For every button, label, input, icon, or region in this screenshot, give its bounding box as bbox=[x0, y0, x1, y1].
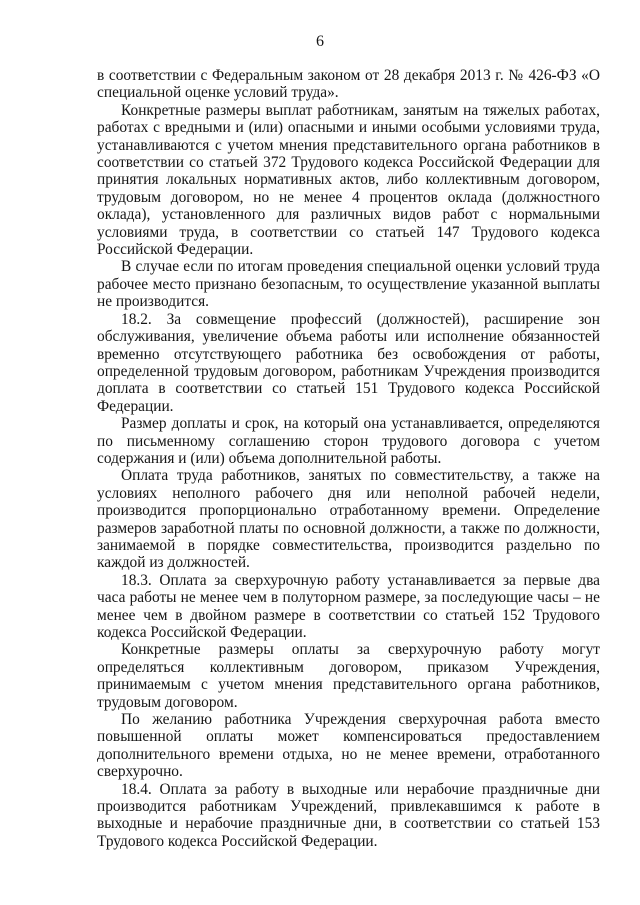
document-body bbox=[97, 67, 600, 850]
paragraph-overtime-amounts: Конкретные размеры оплаты за сверхурочную работу могут определяться коллективным договором, приказом Учреждения, принимаемым с учетом мнения представительного органа работников, трудовым договором. bbox=[97, 641, 600, 711]
paragraph-safe-workplace: В случае если по итогам проведения специальной оценки условий труда рабочее место признано безопасным, то осуществление указанной выплаты не производится. bbox=[97, 258, 600, 311]
paragraph-part-time-pay: Оплата труда работников, занятых по совместительству, а также на условиях неполного рабочего дня или неполной рабочей недели, производится пропорционально отработанному времени. Определение размеров заработной платы по основной должности, а также по должности, занимаемой в порядке совместительства, производится раздельно по каждой из должностей. bbox=[97, 467, 600, 572]
paragraph-continuation: в соответствии с Федеральным законом от 28 декабря 2013 г. № 426-ФЗ «О специальной оценке условий труда». bbox=[97, 67, 600, 102]
paragraph-specific-payments: Конкретные размеры выплат работникам, занятым на тяжелых работах, работах с вредными и (или) опасными и иными особыми условиями труда, устанавливаются с учетом мнения представительного органа работников в соответствии со статьей 372 Трудового кодекса Российской Федерации для принятия локальных нормативных актов, либо коллективным договором, трудовым договором, но не менее 4 процентов оклада (должностного оклада), установленного для различных видов работ с нормальными условиями труда, в соответствии со статьей 147 Трудового кодекса Российской Федерации. bbox=[97, 101, 600, 259]
paragraph-section-18-3: 18.3. Оплата за сверхурочную работу устанавливается за первые два часа работы не менее чем в полуторном размере, за последующие часы – не менее чем в двойном размере в соответствии со статьей 152 Трудового кодекса Российской Федерации. bbox=[97, 571, 600, 641]
paragraph-supplement-size: Размер доплаты и срок, на который она устанавливается, определяются по письменному соглашению сторон трудового договора с учетом содержания и (или) объема дополнительной работы. bbox=[97, 415, 600, 467]
paragraph-section-18-4: 18.4. Оплата за работу в выходные или нерабочие праздничные дни производится работникам Учреждений, привлекавшимся к работе в выходные и нерабочие праздничные дни, в соответствии со статьей 153 Трудового кодекса Российской Федерации. bbox=[97, 780, 600, 850]
paragraph-overtime-compensation: По желанию работника Учреждения сверхурочная работа вместо повышенной оплаты может компенсироваться предоставлением дополнительного времени отдыха, но не менее времени, отработанного сверхурочно. bbox=[97, 711, 600, 781]
page-number: 6 bbox=[316, 33, 324, 50]
paragraph-section-18-2: 18.2. За совмещение профессий (должностей), расширение зон обслуживания, увеличение объема работы или исполнение обязанностей временно отсутствующего работника без освобождения от работы, определенной трудовым договором, работникам Учреждения производится доплата в соответствии со статьей 151 Трудового кодекса Российской Федерации. bbox=[97, 310, 600, 415]
